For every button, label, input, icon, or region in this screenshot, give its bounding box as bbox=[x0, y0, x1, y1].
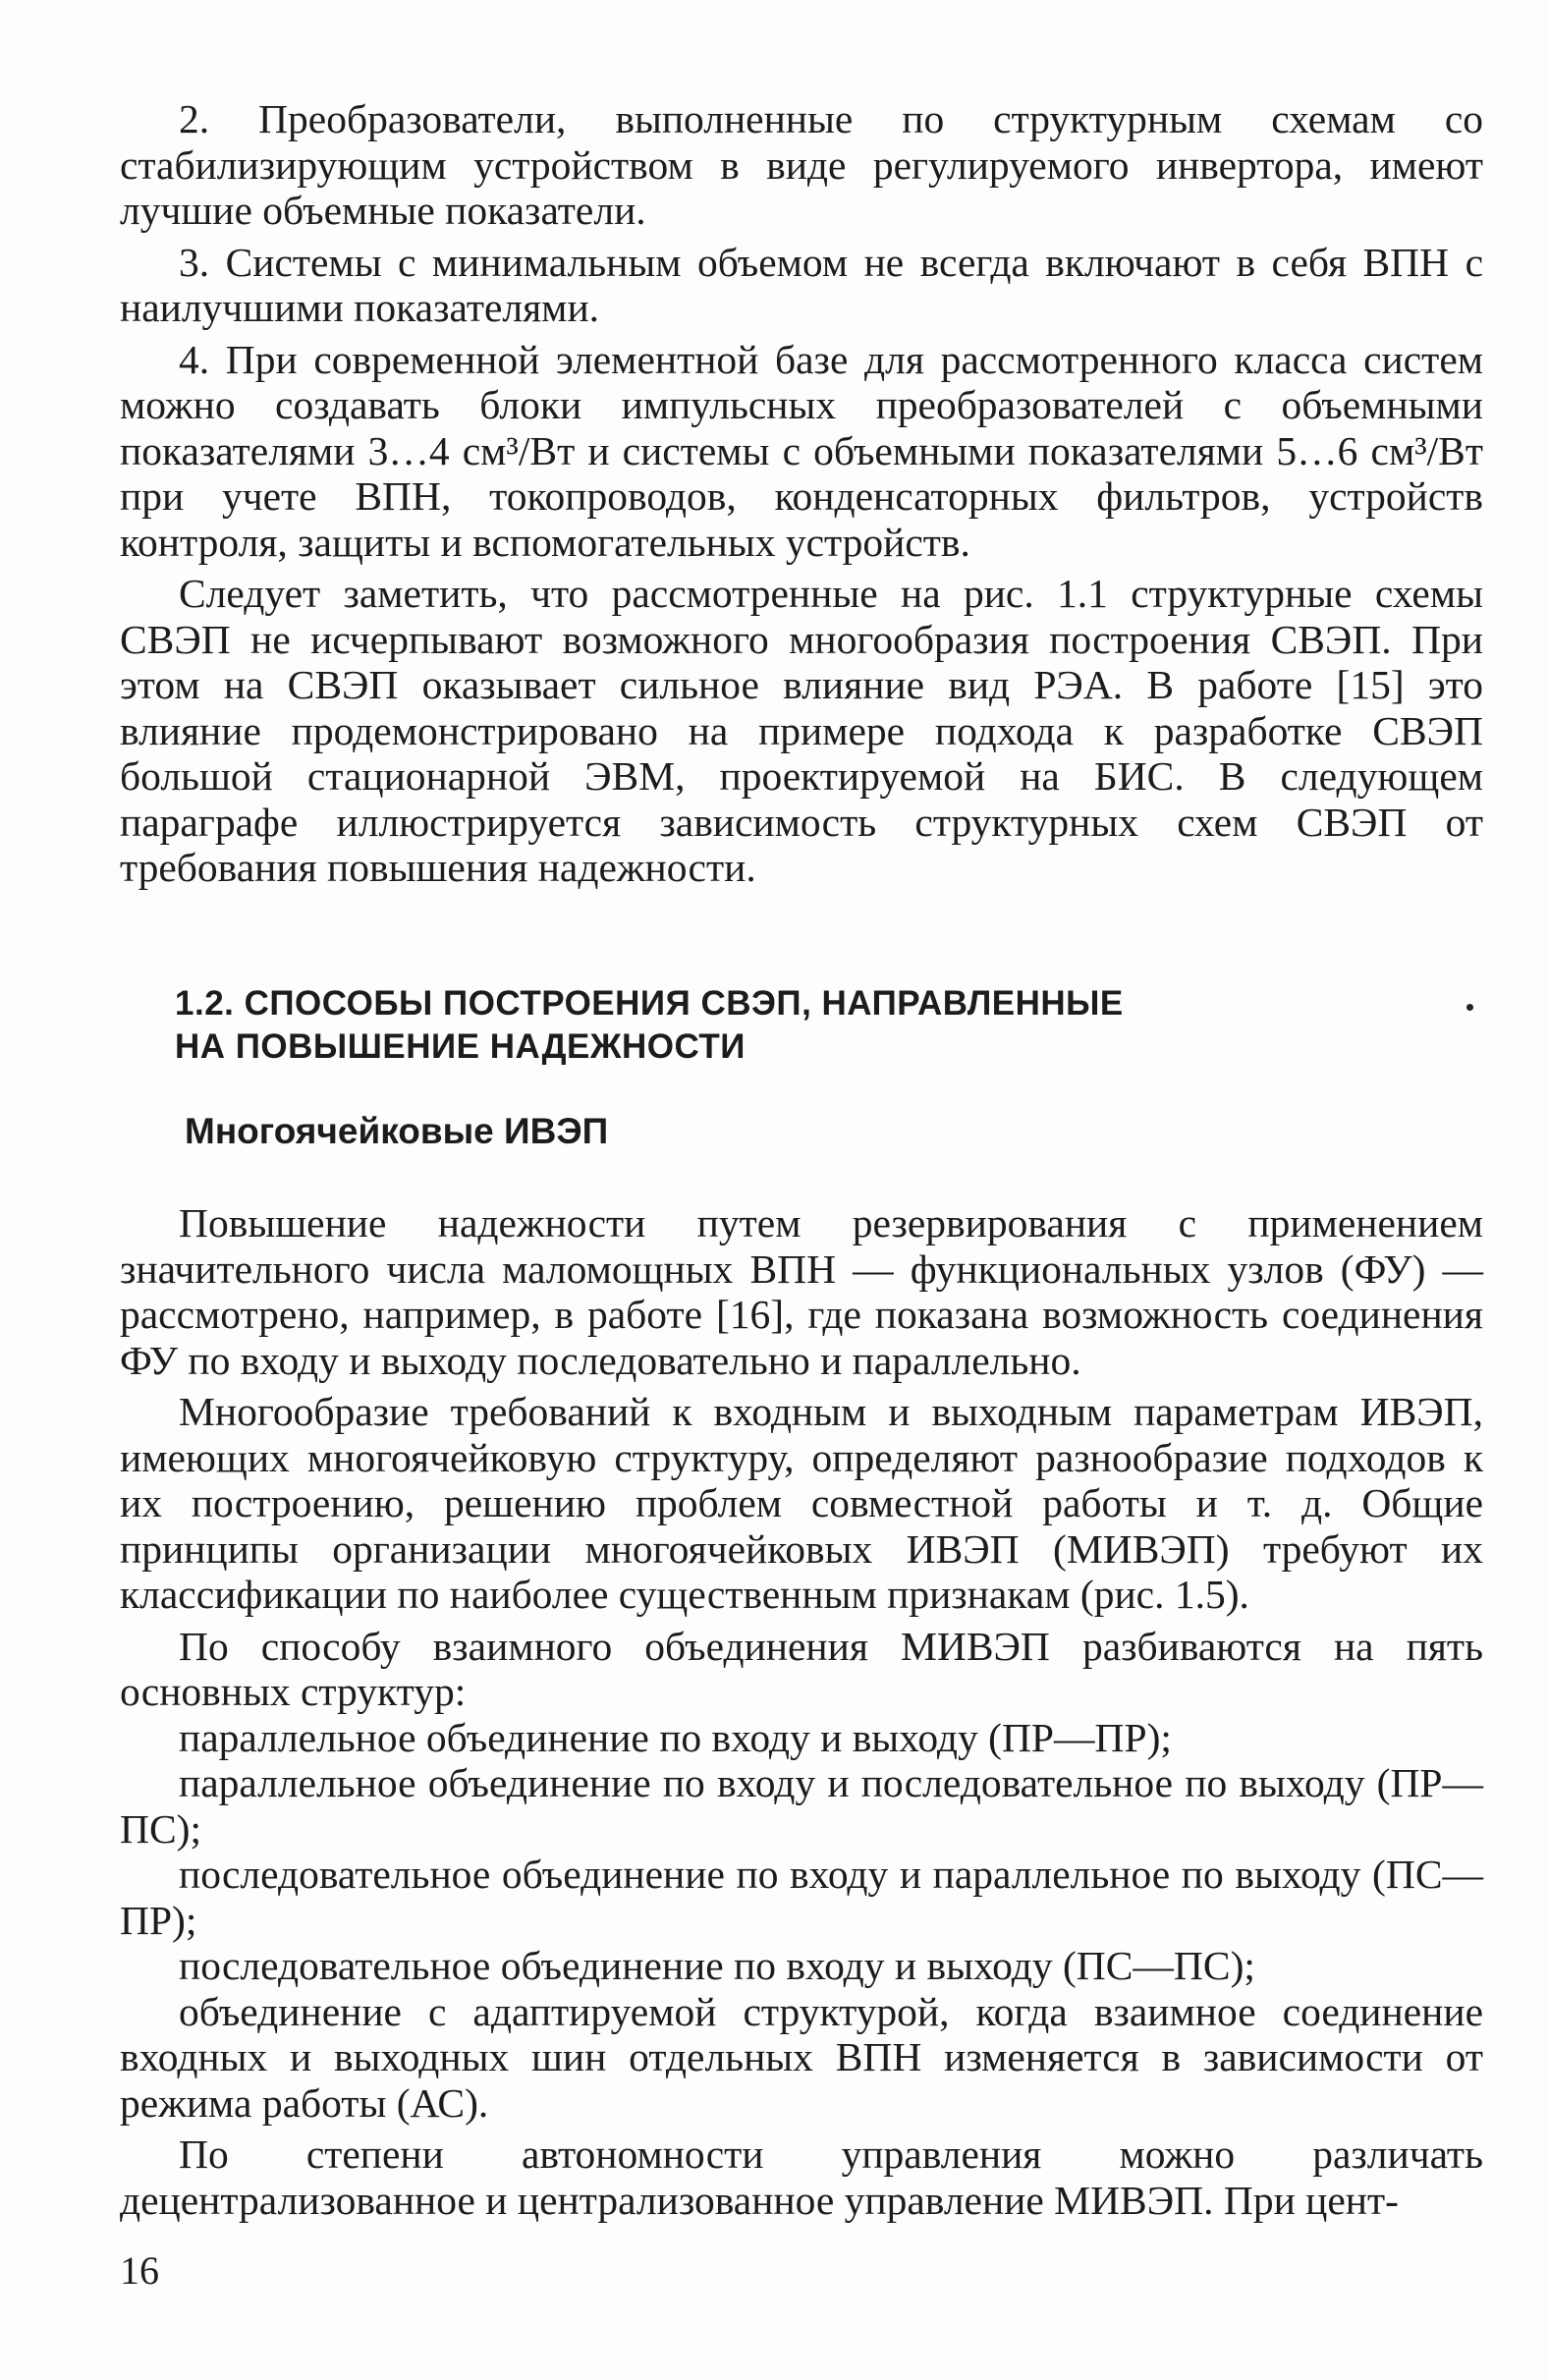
text-block-2 bbox=[120, 1200, 1483, 2223]
subsection-heading: Многоячейковые ИВЭП bbox=[185, 1111, 609, 1151]
section-heading-line2: НА ПОВЫШЕНИЕ НАДЕЖНОСТИ bbox=[175, 1027, 746, 1066]
stray-dot-mark bbox=[1466, 1004, 1473, 1011]
page-number: 16 bbox=[120, 2248, 159, 2293]
paragraph-note: Следует заметить, что рассмотренные на рис. 1.1 структурные схемы СВЭП не исчерпывают возможного многообразия построения СВЭП. При этом на СВЭП оказывает сильное влияние вид РЭА. В работе [15] это влияние продемонстрировано на примере подхода к разработке СВЭП большой стационарной ЭВМ, проектируемой на БИС. В следующем параграфе иллюстрируется зависимость структурных схем СВЭП от требования повышения надежности. bbox=[120, 571, 1483, 890]
paragraph-control: По степени автономности управления можно различать децентрализованное и централизованное управление МИВЭП. При цент- bbox=[120, 2131, 1483, 2223]
paragraph-reliability: Повышение надежности путем резервирования с применением значительного числа маломощных ВПН — функциональных узлов (ФУ) — рассмотрено, например, в работе [16], где показана возможность соединения ФУ по входу и выходу последовательно и параллельно. bbox=[120, 1200, 1483, 1383]
paragraph-structures-intro: По способу взаимного объединения МИВЭП разбиваются на пять основных структур: bbox=[120, 1623, 1483, 1714]
list-item: объединение с адаптируемой структурой, когда взаимное соединение входных и выходных шин отдельных ВПН изменяется в зависимости от режима работы (АС). bbox=[120, 1988, 1483, 2126]
list-item: параллельное объединение по входу и выходу (ПР—ПР); bbox=[179, 1714, 1172, 1760]
paragraph-item-3: 3. Системы с минимальным объемом не всегда включают в себя ВПН с наилучшими показателями. bbox=[120, 239, 1483, 330]
list-item: параллельное объединение по входу и последовательное по выходу (ПР—ПС); bbox=[120, 1760, 1483, 1852]
paragraph-item-2: 2. Преобразователи, выполненные по структурным схемам со стабилизирующим устройством в виде регулируемого инвертора, имеют лучшие объемные показатели. bbox=[120, 96, 1483, 233]
section-heading-line1: 1.2. СПОСОБЫ ПОСТРОЕНИЯ СВЭП, НАПРАВЛЕННЫЕ bbox=[175, 984, 1124, 1023]
paragraph-item-4: 4. При современной элементной базе для рассмотренного класса систем можно создавать блоки импульсных преобразователей с объемными показателями 3…4 см³/Вт и системы с объемными показателями 5…6 см³/Вт при учете ВПН, токопроводов, конденсаторных фильтров, устройств контроля, защиты и вспомогательных устройств. bbox=[120, 336, 1483, 565]
list-item: последовательное объединение по входу и параллельное по выходу (ПС—ПР); bbox=[120, 1852, 1483, 1943]
paragraph-diversity: Многообразие требований к входным и выходным параметрам ИВЭП, имеющих многоячейковую структуру, определяют разнообразие подходов к их построению, решению проблем совместной работы и т. д. Общие принципы организации многоячейковых ИВЭП (МИВЭП) требуют их классификации по наиболее существенным признакам (рис. 1.5). bbox=[120, 1389, 1483, 1617]
list-item: последовательное объединение по входу и выходу (ПС—ПС); bbox=[179, 1943, 1255, 1988]
section-heading bbox=[175, 982, 1354, 1069]
text-block-1 bbox=[120, 96, 1483, 891]
